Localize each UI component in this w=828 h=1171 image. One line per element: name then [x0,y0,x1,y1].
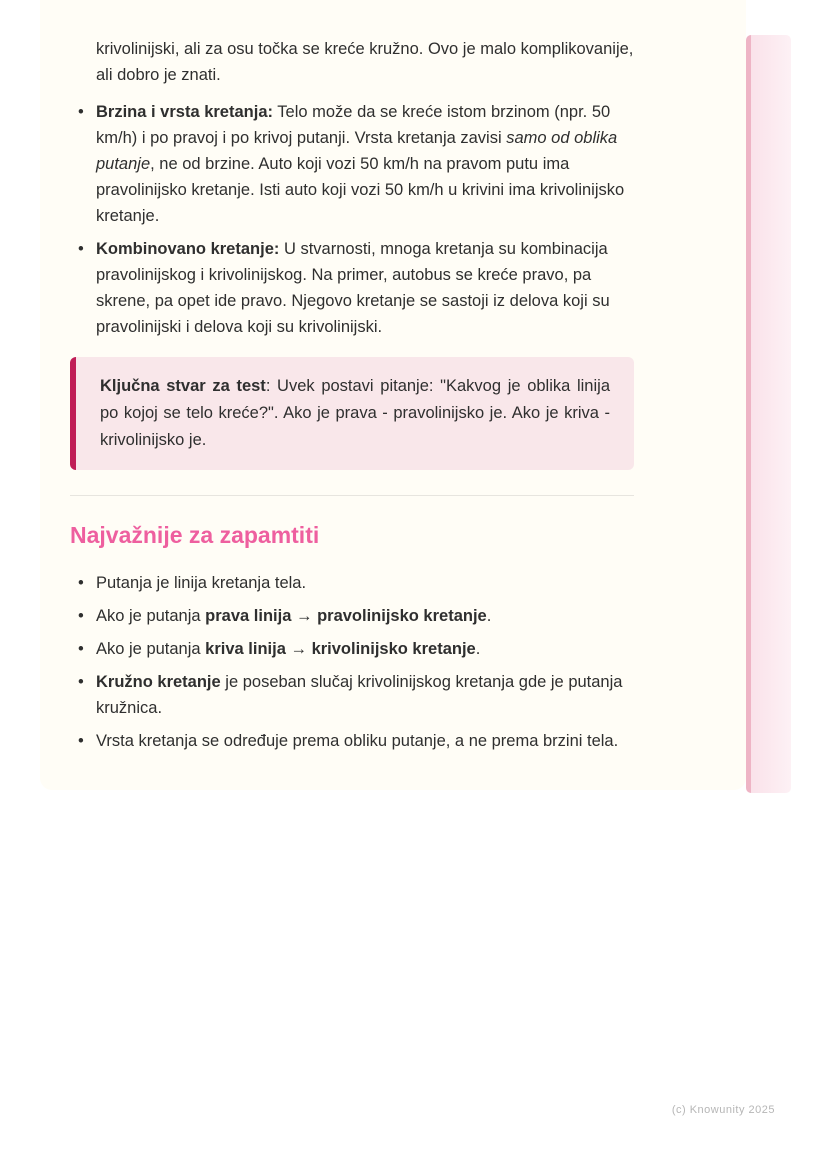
document-content [40,0,746,754]
topic-bullet-list [70,99,634,340]
list-item [70,570,634,596]
key-point-callout [70,357,634,470]
bullet-text: Vrsta kretanja se određuje prema obliku putanje, a ne prema brzini tela. [96,732,619,750]
bullet-bold-text: pravolinijsko kretanje [317,607,487,625]
bullet-text: , ne od brzine. Auto koji vozi 50 km/h na pravom putu ima pravolinijsko kretanje. Isti auto koji vozi 50 km/h u krivini ima krivolinijsko kretanje. [96,155,625,225]
list-item [70,669,634,721]
bullet-text: Ako je putanja [96,607,206,625]
section-divider [70,495,634,496]
summary-bullet-list [70,570,634,754]
arrow-glyph: → [285,640,312,658]
bullet-text: Telo može da se kreće istom brzinom (npr. 50 km/h) i po pravoj i po krivoj putanji. Vrsta kretanja zavisi [96,103,611,147]
list-item [70,603,634,629]
arrow-glyph: → [291,607,318,625]
bullet-bold-text: kriva linija [205,640,286,658]
section-heading: Najvažnije za zapamtiti [70,522,320,548]
bullet-bold-text: Kružno kretanje [96,673,221,691]
bullet-label: Brzina i vrsta kretanja: [96,103,273,121]
bullet-bold-text: prava linija [205,607,292,625]
document-page-card [40,0,746,790]
callout-text: : Uvek postavi pitanje: "Kakvog je oblika linija po kojoj se telo kreće?". Ako je prava - pravolinijsko je. Ako je kriva - krivolinijsko je. [100,377,610,449]
list-item [70,236,634,340]
callout-label: Ključna stvar za test [100,377,266,395]
list-item [70,728,634,754]
bullet-text: je poseban slučaj krivolinijskog kretanja gde je putanja kružnica. [96,673,623,717]
bullet-bold-text: krivolinijsko kretanje [311,640,476,658]
bullet-label: Kombinovano kretanje: [96,240,280,258]
bullet-text: Ako je putanja [96,640,206,658]
next-page-edge[interactable] [746,35,791,793]
paragraph-continuation-text: krivolinijski, ali za osu točka se kreće kružno. Ovo je malo komplikovanije, ali dobro je znati. [96,40,634,84]
copyright-footer: (c) Knowunity 2025 [671,1104,775,1116]
paragraph-continuation [96,36,634,88]
bullet-italic-text: samo od oblika putanje [96,129,618,173]
list-item [70,99,634,229]
bullet-text: . [475,640,481,658]
bullet-text: Putanja je linija kretanja tela. [96,574,307,592]
list-item [70,636,634,662]
bullet-text: . [486,607,492,625]
bullet-text: U stvarnosti, mnoga kretanja su kombinacija pravolinijskog i krivolinijskog. Na primer, autobus se kreće pravo, pa skrene, pa opet ide pravo. Njegovo kretanje se sastoji iz delova koji su pravolinijski i delova koji su krivolinijski. [96,240,610,336]
